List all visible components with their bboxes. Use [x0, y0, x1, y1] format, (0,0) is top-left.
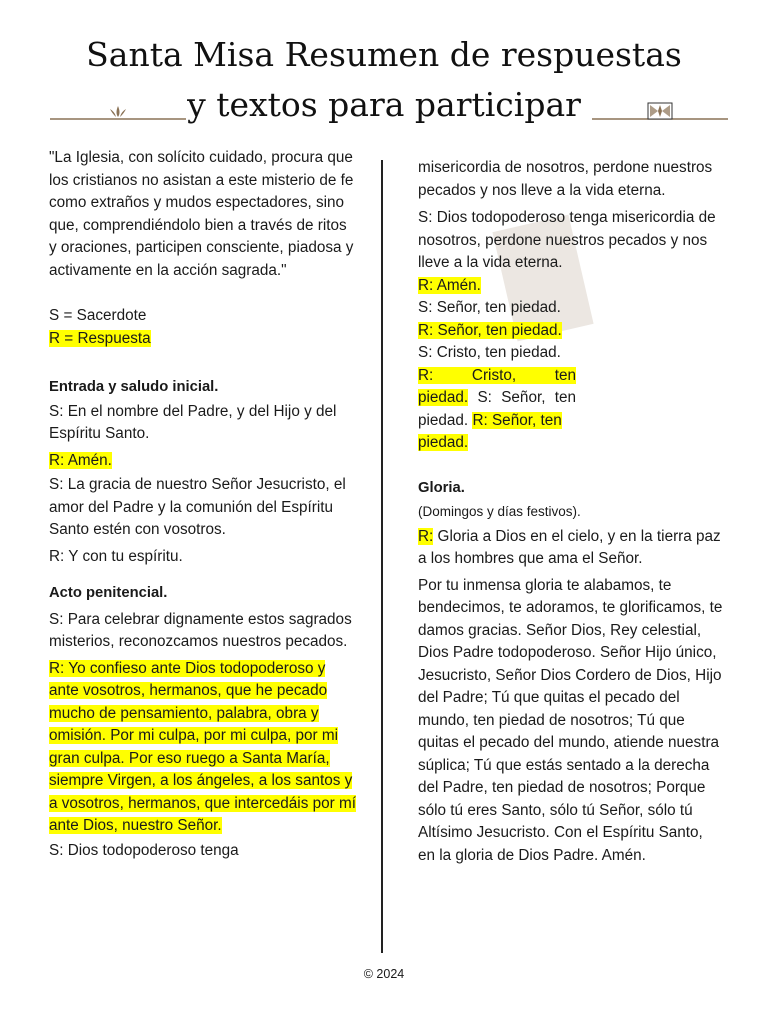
section-heading-gloria: Gloria.: [418, 479, 465, 496]
acto-priest-line-1: S: Para celebrar dignamente estos sagrados misterios, reconozcamos nuestros pecados.: [49, 610, 352, 650]
entrada-priest-line-2: S: La gracia de nuestro Señor Jesucristo, el amor del Padre y la comunión del Espíritu Santo estén con vosotros.: [49, 476, 346, 538]
acto-priest-line-2: S: Dios todopoderoso tenga: [49, 841, 239, 859]
acto-priest-line-3: S: Dios todopoderoso tenga misericordia de nosotros, perdone nuestros pecados y nos lleve a la vida eterna.: [418, 209, 716, 271]
kyrie-response-1: R: Señor, ten piedad.: [418, 321, 562, 339]
gloria-response-text: Gloria a Dios en el cielo, y en la tierra paz a los hombres que ama el Señor.: [418, 527, 721, 567]
copyright-footer: © 2024: [363, 967, 405, 981]
column-divider: [381, 160, 383, 953]
kyrie-response-2b: piedad.: [418, 389, 469, 406]
title-line-1: Santa Misa Resumen de respuestas: [86, 35, 682, 74]
acto-response-amen: R: Amén.: [418, 276, 481, 294]
entrada-response-1: R: Amén.: [49, 451, 112, 469]
gloria-response-label: R:: [418, 527, 434, 545]
kyrie-response-2a: R: Cristo, ten: [418, 366, 576, 384]
entrada-response-2: R: Y con tu espíritu.: [49, 547, 183, 565]
kyrie-block: [418, 365, 576, 455]
intro-quote: "La Iglesia, con solícito cuidado, procura que los cristianos no asistan a este misterio de fe como extraños y mudos espectadores, sino que, comprendiéndolo bien a través de ritos y oraciones, participen consciente, piadosa y activamente en la acción sagrada.": [49, 149, 354, 279]
kyrie-priest-3b: piedad.: [418, 411, 469, 429]
right-ornament-icon: [592, 101, 728, 123]
kyrie-priest-1: S: Señor, ten piedad.: [418, 299, 561, 316]
acto-response-confieso: R: Yo confieso ante Dios todopoderoso y ante vosotros, hermanos, que he pecado mucho de pensamiento, palabra, obra y omisión. Por mi culpa, por mi culpa, por mi gran culpa. Por eso ruego a Santa María, siempre Virgen, a los ángeles, a los santos y a vosotros, hermanos, que intercedáis por mí ante Dios, nuestro Señor.: [49, 659, 356, 834]
title-line-2: y textos para participar: [187, 85, 581, 124]
kyrie-response-3a: R: Señor, ten: [472, 411, 562, 429]
left-column: [49, 147, 357, 862]
gloria-body: Por tu inmensa gloria te alabamos, te bendecimos, te adoramos, te glorificamos, te damos gracias. Señor Dios, Rey celestial, Dios Padre todopoderoso. Señor Hijo único, Jesucristo, Señor Dios Cordero de Dios, Hijo del Padre; Tú que quitas el pecado del mundo, ten piedad de nosotros; Tú que quitas el pecado del mundo, atiende nuestra súplica; Tú que estás sentado a la derecha del Padre, ten piedad de nosotros; Porque sólo tú eres Santo, sólo tú Señor, sólo tú Altísimo Jesucristo. Con el Espíritu Santo, en la gloria de Dios Padre. Amén.: [418, 576, 723, 864]
kyrie-priest-2: S: Cristo, ten piedad.: [418, 344, 561, 361]
legend-sacerdote: S = Sacerdote: [49, 307, 147, 324]
gloria-note: (Domingos y días festivos).: [418, 504, 581, 519]
legend-respuesta: R = Respuesta: [49, 329, 151, 347]
section-heading-acto: Acto penitencial.: [49, 585, 168, 601]
kyrie-priest-3a: S: Señor, ten: [477, 389, 576, 406]
continued-text: misericordia de nosotros, perdone nuestros pecados y nos lleve a la vida eterna.: [418, 159, 713, 199]
entrada-priest-line-1: S: En el nombre del Padre, y del Hijo y del Espíritu Santo.: [49, 402, 337, 442]
right-column: [418, 157, 724, 867]
section-heading-entrada: Entrada y saludo inicial.: [49, 379, 219, 395]
kyrie-response-3b: piedad.: [418, 434, 469, 451]
left-ornament-icon: [50, 103, 186, 123]
